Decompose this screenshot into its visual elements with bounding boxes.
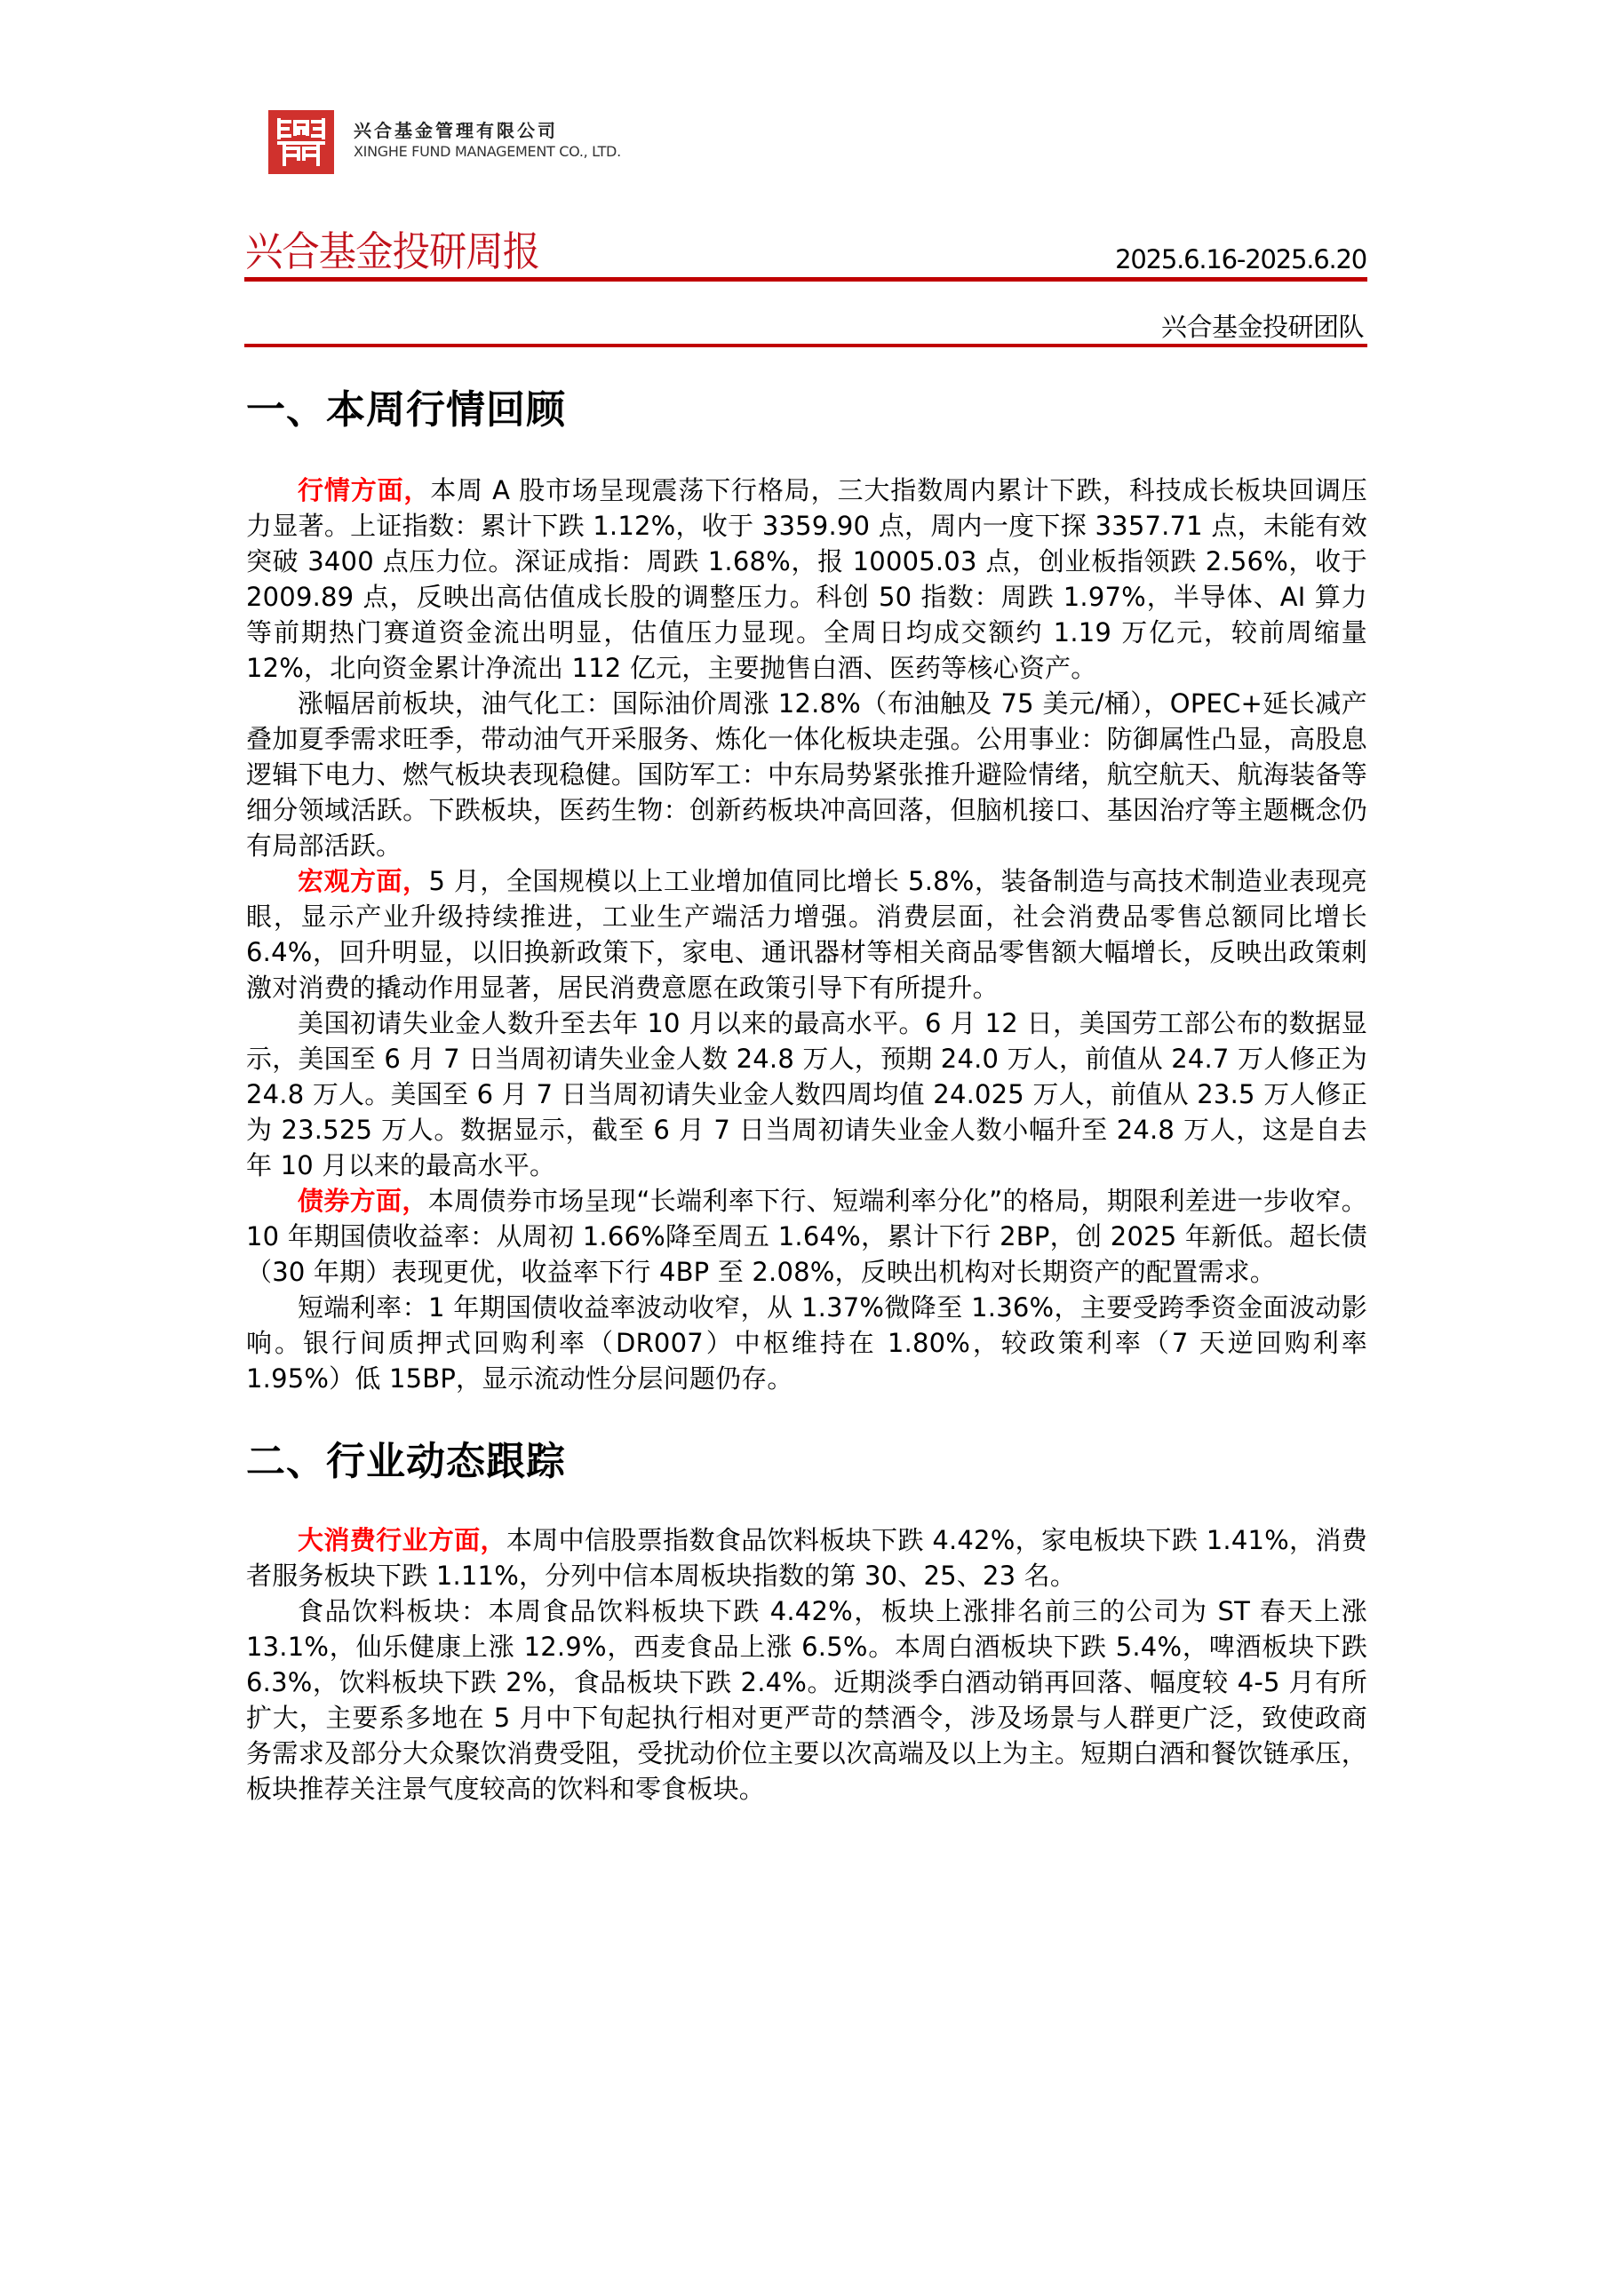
lead-label: 行情方面，: [298, 475, 431, 505]
section-heading-industry-tracking: 二、行业动态跟踪: [246, 1439, 566, 1484]
paragraph-text: 短端利率：1 年期国债收益率波动收窄，从 1.37%微降至 1.36%，主要受跨季资金面波动影响。银行间质押式回购利率（DR007）中枢维持在 1.80%，较政策利率（7 天逆回购利率 1.95%）低 15BP，显示流动性分层问题仍存。: [246, 1292, 1367, 1394]
header-divider-top: [244, 277, 1367, 282]
lead-label: 债券方面，: [298, 1186, 428, 1216]
paragraph-macro: [246, 863, 1367, 1005]
report-body: [246, 382, 1367, 1807]
paragraph-food-beverage: [246, 1593, 1367, 1807]
paragraph-text: 本周债券市场呈现“长端利率下行、短端利率分化”的格局，期限利差进一步收窄。10 年期国债收益率：从周初 1.66%降至周五 1.64%，累计下行 2BP，创 2025 年新低。超长债（30 年期）表现更优，收益率下行 4BP 至 2.08%，反映出机构对长期资产的配置需求。: [246, 1186, 1367, 1287]
lead-label: 宏观方面，: [298, 866, 429, 896]
paragraph-bonds: [246, 1183, 1367, 1290]
report-title: 兴合基金投研周报: [245, 227, 540, 275]
paragraph-text: 涨幅居前板块，油气化工：国际油价周涨 12.8%（布油触及 75 美元/桶），OPEC+延长减产叠加夏季需求旺季，带动油气开采服务、炼化一体化板块走强。公用事业：防御属性凸显，高股息逻辑下电力、燃气板块表现稳健。国防军工：中东局势紧张推升避险情绪，航空航天、航海装备等细分领域活跃。下跌板块，医药生物：创新药板块冲高回落，但脑机接口、基因治疗等主题概念仍有局部活跃。: [246, 688, 1367, 861]
team-name: 兴合基金投研团队: [1160, 312, 1364, 342]
paragraph-text: 美国初请失业金人数升至去年 10 月以来的最高水平。6 月 12 日，美国劳工部公布的数据显示，美国至 6 月 7 日当周初请失业金人数 24.8 万人，预期 24.0 万人，前值从 24.7 万人修正为 24.8 万人。美国至 6 月 7 日当周初请失业金人数四周均值 24.025 万人，前值从 23.5 万人修正为 23.525 万人。数据显示，截至 6 月 7 日当周初请失业金人数小幅升至 24.8 万人，这是自去年 10 月以来的最高水平。: [246, 1008, 1367, 1180]
lead-label: 大消费行业方面，: [298, 1525, 506, 1555]
company-name: [354, 119, 621, 162]
xinghe-seal-logo-icon: [274, 115, 329, 170]
paragraph-text: 本周 A 股市场呈现震荡下行格局，三大指数周内累计下跌，科技成长板块回调压力显著。上证指数：累计下跌 1.12%，收于 3359.90 点，周内一度下探 3357.71 点，未能有效突破 3400 点压力位。深证成指：周跌 1.68%，报 10005.03 点，创业板指领跌 2.56%，收于 2009.89 点，反映出高估值成长股的调整压力。科创 50 指数：周跌 1.97%，半导体、AI 算力等前期热门赛道资金流出明显，估值压力显现。全周日均成交额约 1.19 万亿元，较前周缩量 12%，北向资金累计净流出 112 亿元，主要抛售白酒、医药等核心资产。: [246, 475, 1367, 683]
company-logo: [268, 110, 334, 174]
paragraph-text: 食品饮料板块：本周食品饮料板块下跌 4.42%，板块上涨排名前三的公司为 ST 春天上涨 13.1%，仙乐健康上涨 12.9%，西麦食品上涨 6.5%。本周白酒板块下跌 5.4%，啤酒板块下跌 6.3%，饮料板块下跌 2%，食品板块下跌 2.4%。近期淡季白酒动销再回落、幅度较 4-5 月有所扩大，主要系多地在 5 月中下旬起执行相对更严苛的禁酒令，涉及场景与人群更广泛，致使政商务需求及部分大众聚饮消费受阻，受扰动价位主要以次高端及以上为主。短期白酒和餐饮链承压，板块推荐关注景气度较高的饮料和零食板块。: [246, 1596, 1367, 1804]
paragraph-consumer: [246, 1522, 1367, 1593]
header-divider-bottom: [244, 344, 1367, 347]
paragraph-sectors: [246, 686, 1367, 863]
paragraph-short-rates: [246, 1290, 1367, 1396]
company-name-en: XINGHE FUND MANAGEMENT CO., LTD.: [354, 143, 621, 160]
paragraph-market: [246, 473, 1367, 686]
paragraph-text: 5 月，全国规模以上工业增加值同比增长 5.8%，装备制造与高技术制造业表现亮眼，显示产业升级持续推进，工业生产端活力增强。消费层面，社会消费品零售总额同比增长 6.4%，回升明显，以旧换新政策下，家电、通讯器材等相关商品零售额大幅增长，反映出政策刺激对消费的撬动作用显著，居民消费意愿在政策引导下有所提升。: [246, 866, 1367, 1003]
company-name-cn: 兴合基金管理有限公司: [354, 120, 558, 141]
paragraph-text: 本周中信股票指数食品饮料板块下跌 4.42%，家电板块下跌 1.41%，消费者服务板块下跌 1.11%，分列中信本周板块指数的第 30、25、23 名。: [246, 1525, 1367, 1591]
section-heading-market-review: 一、本周行情回顾: [246, 387, 566, 433]
paragraph-us-jobless: [246, 1005, 1367, 1183]
date-range: 2025.6.16-2025.6.20: [1115, 244, 1366, 274]
